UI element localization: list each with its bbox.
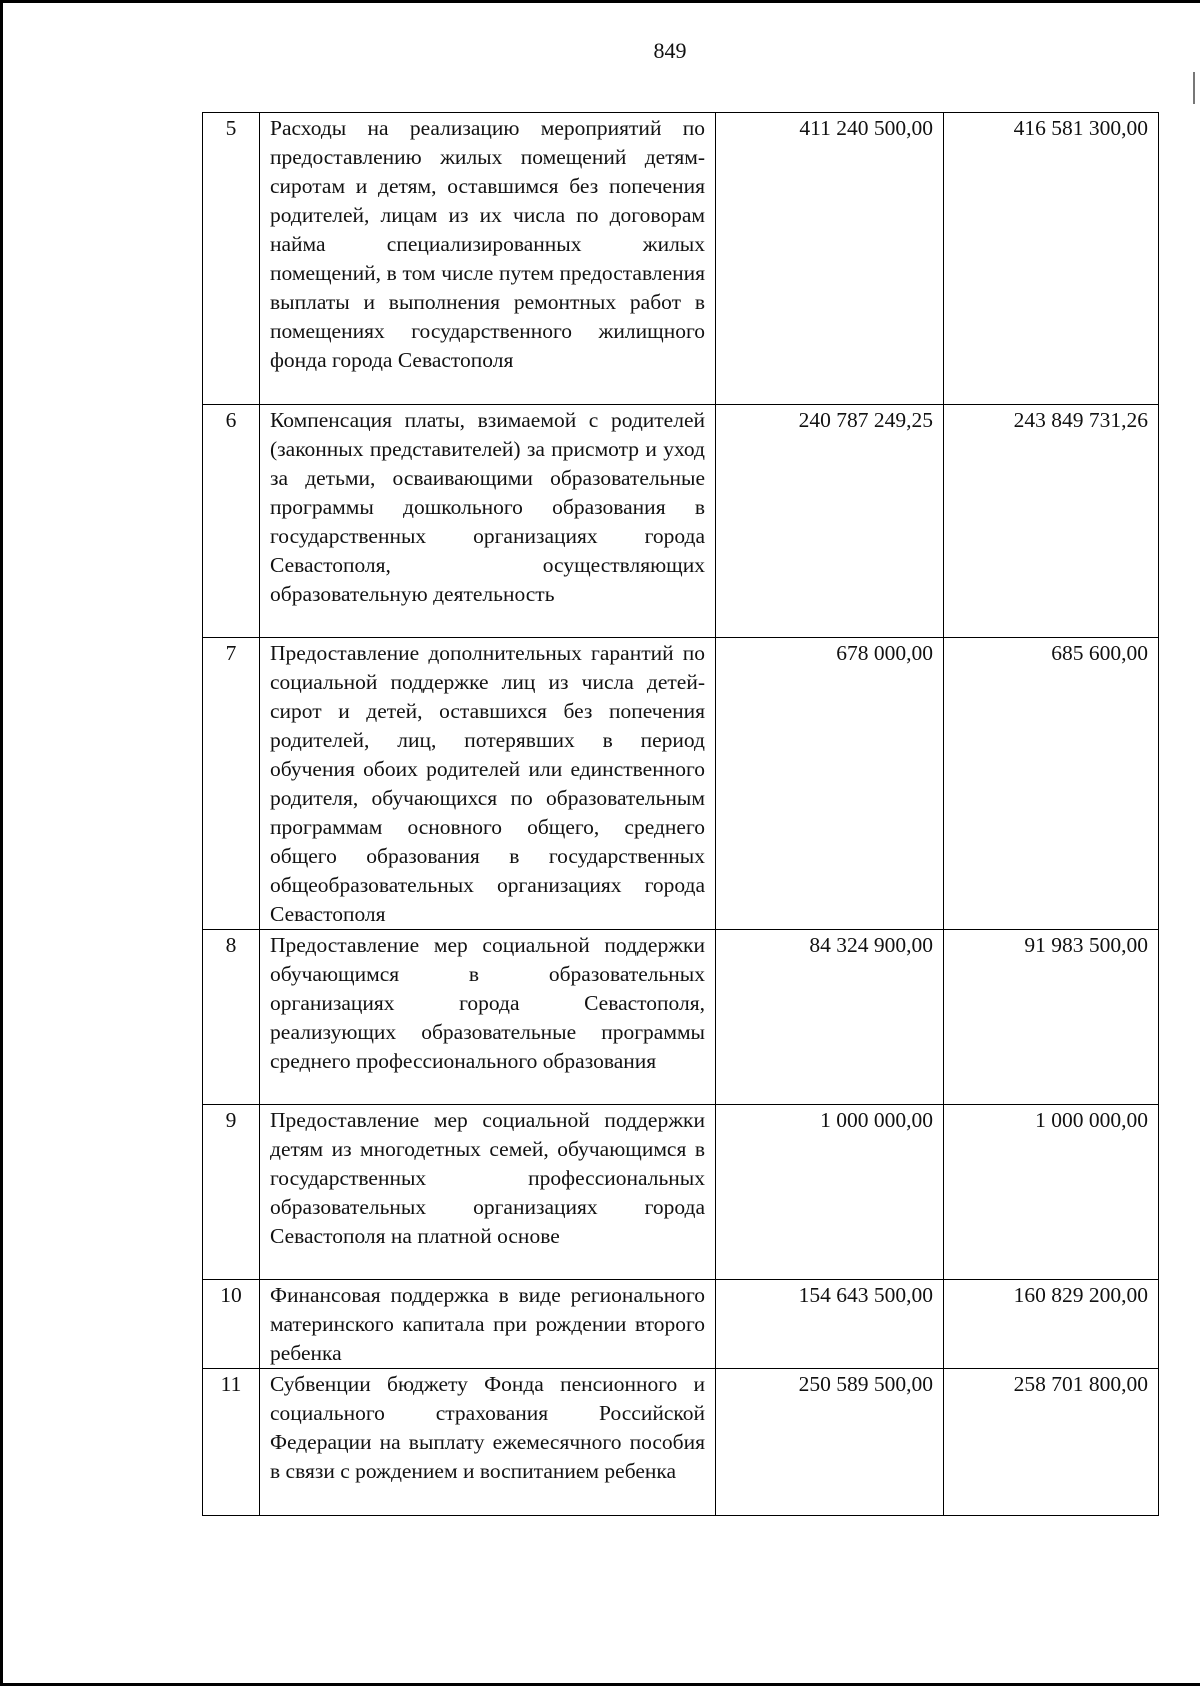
row-value-1: 84 324 900,00 (716, 930, 944, 1105)
row-value-1: 678 000,00 (716, 638, 944, 930)
row-value-2: 416 581 300,00 (944, 113, 1159, 405)
row-value-2: 91 983 500,00 (944, 930, 1159, 1105)
table-row (203, 1280, 1159, 1369)
row-value-2: 243 849 731,26 (944, 405, 1159, 638)
row-value-1: 250 589 500,00 (716, 1369, 944, 1516)
row-description: Предоставление мер социальной поддержки детям из многодетных семей, обучающимся в государственных профессиональных образовательных организациях города Севастополя на платной основе (260, 1105, 716, 1280)
scan-edge-mark (1193, 72, 1195, 104)
table-row (203, 405, 1159, 638)
row-value-1: 1 000 000,00 (716, 1105, 944, 1280)
row-description: Предоставление дополнительных гарантий по социальной поддержке лиц из числа детей-сирот и детей, оставшихся без попечения родителей, лиц, потерявших в период обучения обоих родителей или единственного родителя, обучающихся по образовательным программам основного общего, среднего общего образования в государственных общеобразовательных организациях города Севастополя (260, 638, 716, 930)
row-value-1: 240 787 249,25 (716, 405, 944, 638)
row-description: Финансовая поддержка в виде регионального материнского капитала при рождении второго ребенка (260, 1280, 716, 1369)
row-value-2: 160 829 200,00 (944, 1280, 1159, 1369)
row-number: 8 (203, 930, 260, 1105)
row-description: Расходы на реализацию мероприятий по предоставлению жилых помещений детям-сиротам и детям, оставшимся без попечения родителей, лицам из их числа по договорам найма специализированных жилых помещений, в том числе путем предоставления выплаты и выполнения ремонтных работ в помещениях государственного жилищного фонда города Севастополя (260, 113, 716, 405)
budget-table (202, 112, 1159, 1516)
page-number: 849 (653, 38, 687, 63)
row-description: Компенсация платы, взимаемой с родителей (законных представителей) за присмотр и уход за детьми, осваивающими образовательные программы дошкольного образования в государственных организациях города Севастополя, осуществляющих образовательную деятельность (260, 405, 716, 638)
table-row (203, 113, 1159, 405)
row-value-1: 154 643 500,00 (716, 1280, 944, 1369)
row-number: 11 (203, 1369, 260, 1516)
row-value-2: 258 701 800,00 (944, 1369, 1159, 1516)
table-row (203, 1369, 1159, 1516)
row-description: Субвенции бюджету Фонда пенсионного и социального страхования Российской Федерации на выплату ежемесячного пособия в связи с рождением и воспитанием ребенка (260, 1369, 716, 1516)
table-row (203, 1105, 1159, 1280)
row-number: 6 (203, 405, 260, 638)
row-description: Предоставление мер социальной поддержки обучающимся в образовательных организациях города Севастополя, реализующих образовательные программы среднего профессионального образования (260, 930, 716, 1105)
table-row (203, 638, 1159, 930)
row-number: 9 (203, 1105, 260, 1280)
row-value-2: 685 600,00 (944, 638, 1159, 930)
row-number: 7 (203, 638, 260, 930)
row-number: 5 (203, 113, 260, 405)
row-value-2: 1 000 000,00 (944, 1105, 1159, 1280)
row-number: 10 (203, 1280, 260, 1369)
table-row (203, 930, 1159, 1105)
row-value-1: 411 240 500,00 (716, 113, 944, 405)
